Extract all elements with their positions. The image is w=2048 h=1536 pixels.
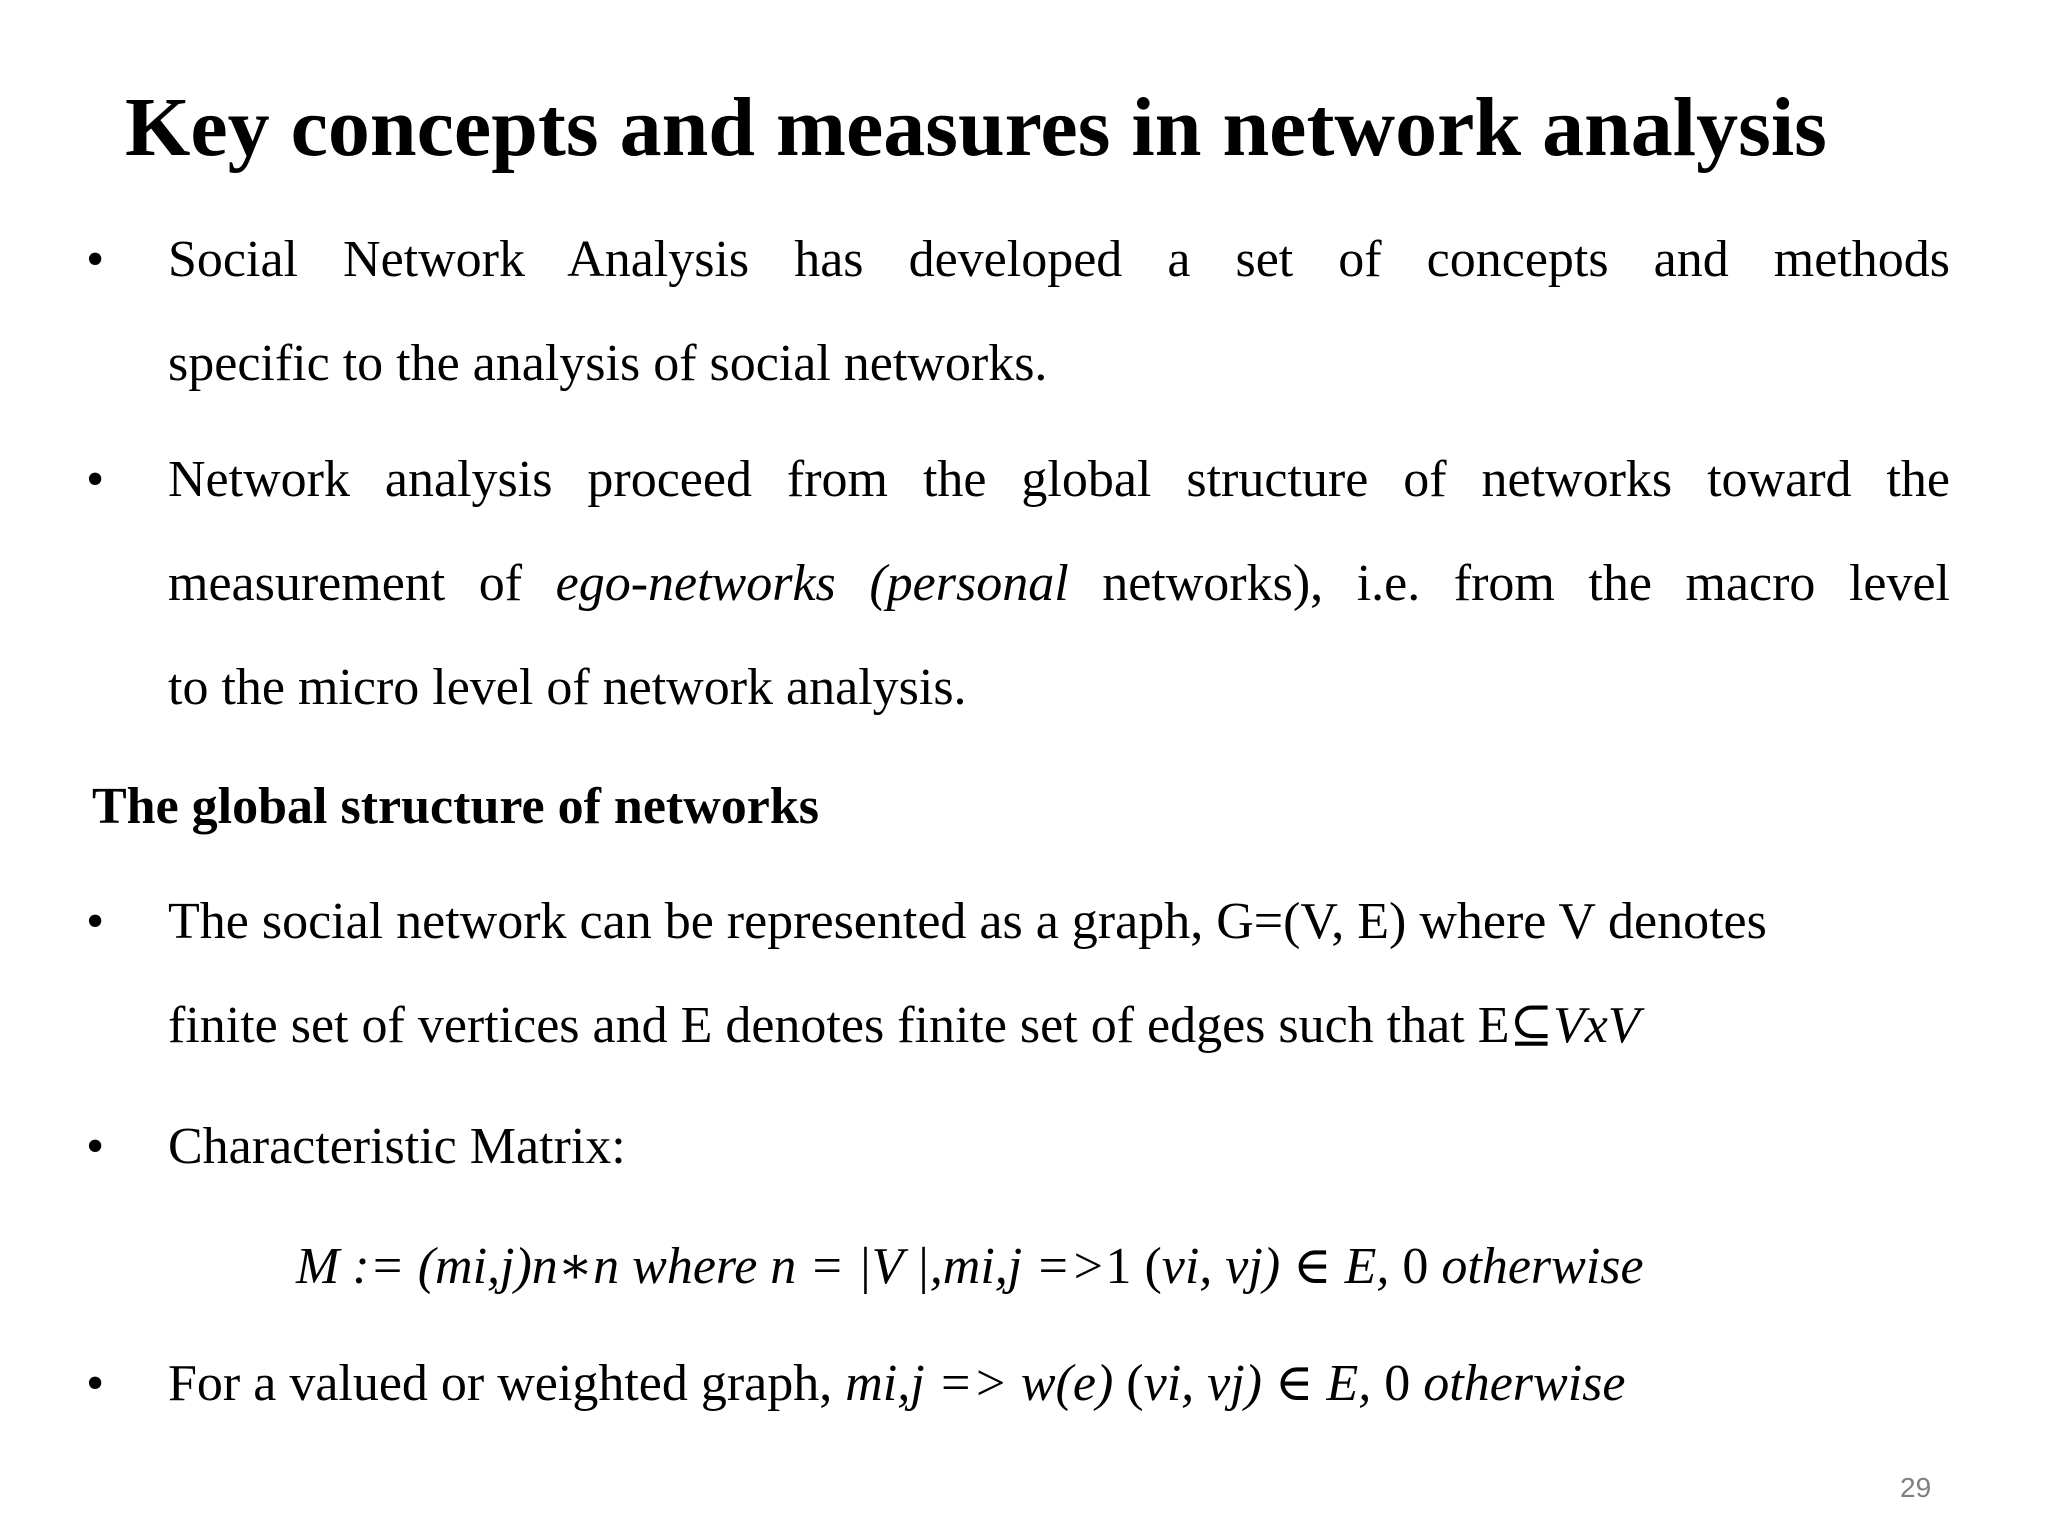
italic-term: otherwise: [1423, 1355, 1626, 1412]
bullet-line: to the micro level of network analysis.: [168, 659, 967, 716]
bullet-text-network-analysis: [168, 428, 1950, 740]
bullet-line: [168, 974, 1950, 1078]
bullet-marker: •: [86, 1118, 105, 1175]
text-segment: measurement of: [168, 555, 556, 612]
italic-term: vi, vj) ∈ E,: [1143, 1355, 1372, 1412]
text-segment: For a valued or weighted graph,: [168, 1355, 846, 1412]
bullet-marker: •: [86, 893, 105, 950]
bullet-line: Characteristic Matrix:: [168, 1118, 626, 1175]
text-segment: 0: [1371, 1355, 1424, 1412]
bullet-marker: •: [86, 451, 105, 508]
bullet-text-weighted: [168, 1332, 1950, 1436]
bullet-line: The social network can be represented as a graph, G=(V, E) where V denotes: [168, 893, 1767, 950]
italic-term: ego-networks (personal: [555, 555, 1069, 612]
formula-segment: M := (mi,j)n∗n where n = |V |,mi,j =>: [296, 1238, 1106, 1295]
text-segment: finite set of vertices and E denotes finite set of edges such that E: [168, 997, 1510, 1054]
bullet-marker: •: [86, 1355, 105, 1412]
matrix-formula: [296, 1215, 1644, 1319]
slide-title: Key concepts and measures in network analysis: [125, 81, 1827, 174]
bullet-line: Network analysis proceed from the global structure of networks toward the: [168, 451, 1950, 508]
text-segment: (: [1113, 1355, 1144, 1412]
page-number: 29: [1900, 1472, 1932, 1503]
section-heading: The global structure of networks: [92, 778, 820, 835]
bullet-text-matrix: [168, 1095, 1950, 1199]
bullet-marker: •: [86, 231, 105, 288]
italic-term: mi,j => w(e): [845, 1355, 1114, 1412]
text-segment: networks), i.e. from the macro level: [1068, 555, 1950, 612]
formula-segment: 0: [1389, 1238, 1442, 1295]
bullet-line: Social Network Analysis has developed a set of concepts and methods: [168, 231, 1950, 288]
formula-segment: 1 (: [1105, 1238, 1162, 1295]
bullet-text-graph: [168, 870, 1950, 1078]
bullet-line: [168, 532, 1950, 636]
bullet-text-sna: [168, 208, 1950, 416]
italic-term: ⊆VxV: [1509, 997, 1640, 1054]
bullet-line: specific to the analysis of social networks.: [168, 335, 1048, 392]
bullet-line: [168, 1332, 1950, 1436]
formula-segment: otherwise: [1441, 1238, 1644, 1295]
formula-segment: vi, vj) ∈ E,: [1161, 1238, 1390, 1295]
